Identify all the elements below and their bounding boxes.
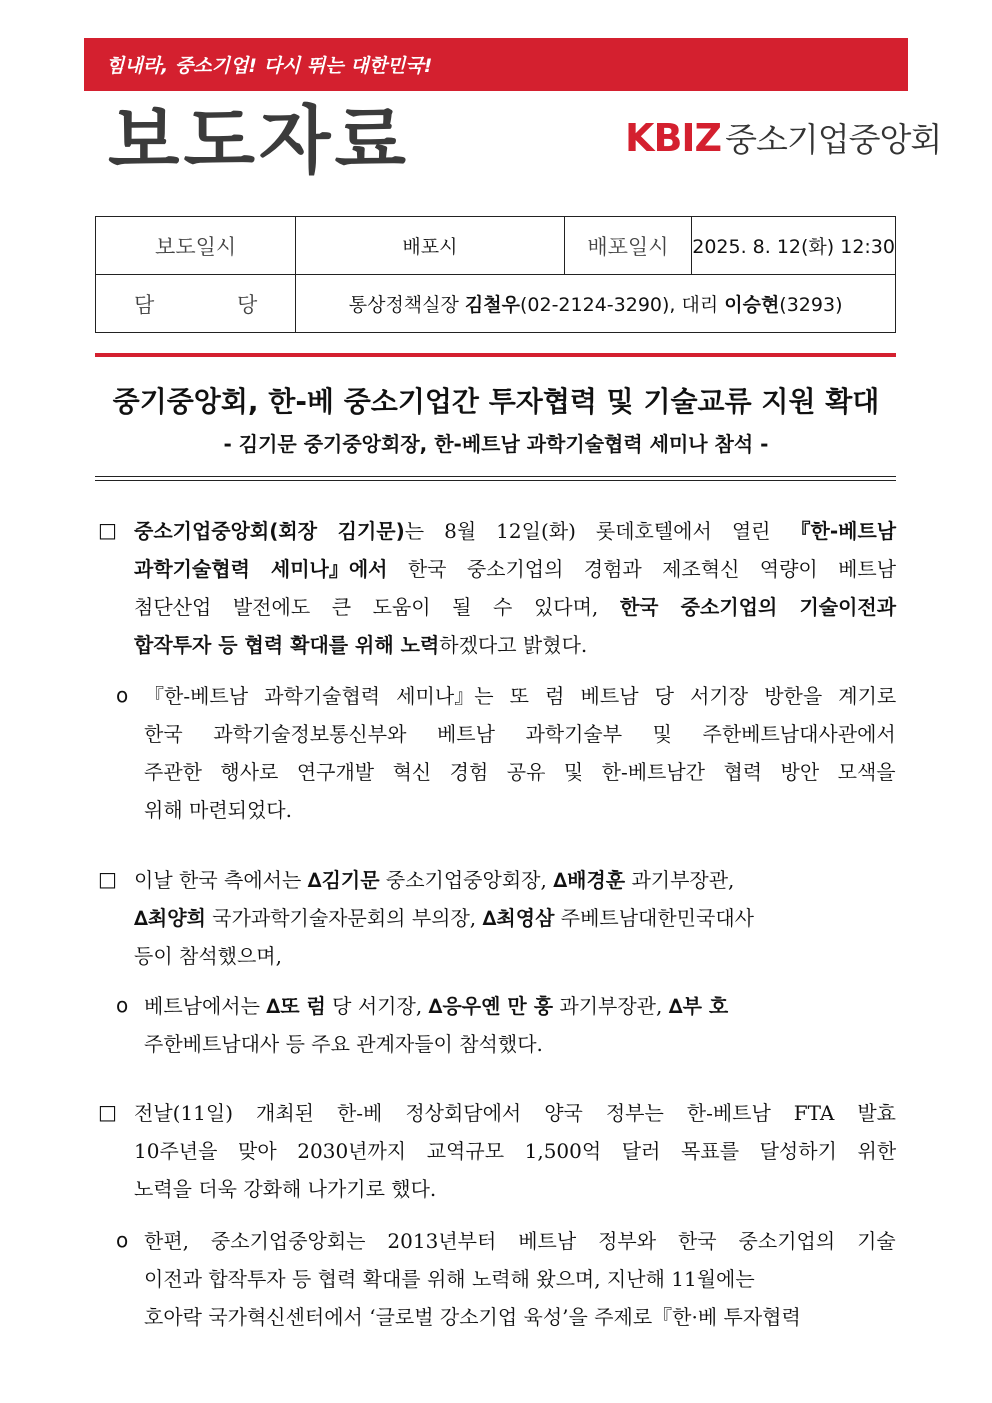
distribution-time-label: 배포일시	[564, 217, 692, 275]
p1-l2b: 한국 중소기업의 경험과 제조혁신 역량이 베트남	[387, 557, 897, 581]
contact-phone-2: (3293)	[779, 294, 843, 316]
p3-l2b: 국가과학기술자문회의 부의장,	[205, 906, 483, 930]
subheadline: - 김기문 중기중앙회장, 한-베트남 과학기술협력 세미나 참석 -	[223, 432, 769, 456]
p3-line-3: 등이 참석했으며,	[134, 944, 282, 968]
contact-name-2: 이승현	[724, 294, 780, 316]
square-bullet-icon: □	[98, 1100, 117, 1124]
p1-l1a: 중소기업중앙회(회장 김기문)	[134, 519, 405, 543]
p6-line-3: 호아락 국가혁신센터에서 ‘글로벌 강소기업 육성’을 주제로『한·베 투자협력	[144, 1305, 801, 1329]
p5-line-3: 노력을 더욱 강화해 나가기로 했다.	[134, 1177, 437, 1201]
red-divider	[95, 353, 896, 357]
table-row	[96, 275, 896, 333]
p3-l2d: 주베트남대한민국대사	[554, 906, 754, 930]
p4-line-2: 주한베트남대사 등 주요 관계자들이 참석했다.	[144, 1032, 543, 1056]
contact-label: 담 당	[96, 275, 296, 333]
paragraph-3	[134, 861, 896, 975]
circle-bullet-icon: ο	[116, 993, 129, 1017]
paragraph-1	[134, 512, 896, 664]
square-bullet-icon: □	[98, 867, 117, 891]
p3-l1c: 중소기업중앙회장,	[379, 868, 554, 892]
p3-l2a: ∆최양희	[134, 906, 206, 930]
p4-l1c: 당 서기장,	[325, 994, 429, 1018]
distribution-time-value: 2025. 8. 12(화) 12:30	[692, 217, 896, 275]
p3-l1a: 이날 한국 측에서는	[134, 868, 308, 892]
paragraph-6	[144, 1222, 896, 1336]
logo-org-name: 중소기업중앙회	[725, 120, 942, 159]
p4-l1d: ∆응우옌 만 훙	[428, 994, 554, 1018]
contact-value	[296, 275, 896, 333]
p1-l3b: 한국 중소기업의 기술이전과	[619, 595, 897, 619]
p1-l1c: 『한-베트남	[790, 519, 897, 543]
p1-l4b: 하겠다고 밝혔다.	[439, 633, 588, 657]
p1-l4a: 합작투자 등 협력 확대를 위해 노력	[134, 633, 440, 657]
p2-line-4: 위해 마련되었다.	[144, 798, 292, 822]
logo-mark: KBIZ	[625, 116, 722, 160]
square-bullet-icon: □	[98, 518, 117, 542]
release-time-label: 보도일시	[96, 217, 296, 275]
slogan-text: 힘내라, 중소기업! 다시 뛰는 대한민국!	[106, 55, 433, 77]
contact-phone-1: (02-2124-3290), 대리	[519, 294, 725, 316]
paragraph-5	[134, 1094, 896, 1208]
p1-l2a: 과학기술협력 세미나』에서	[134, 557, 388, 581]
top-banner	[84, 38, 908, 91]
p2-line-1: 『한-베트남 과학기술협력 세미나』는 또 럼 베트남 당 서기장 방한을 계기로	[144, 684, 897, 708]
p4-l1b: ∆또 럼	[266, 994, 326, 1018]
page-title: 보도자료	[108, 98, 410, 184]
p5-line-2: 10주년을 맞아 2030년까지 교역규모 1,500억 달러 목표를 달성하기 위한	[134, 1139, 897, 1163]
release-info-table	[95, 216, 896, 333]
paragraph-2	[144, 677, 896, 829]
p4-l1a: 베트남에서는	[144, 994, 267, 1018]
p3-l1e: 과기부장관,	[625, 868, 735, 892]
p2-line-3: 주관한 행사로 연구개발 혁신 경험 공유 및 한-베트남간 협력 방안 모색을	[144, 760, 896, 784]
contact-dept: 통상정책실장	[348, 294, 465, 316]
p3-l1b: ∆김기문	[307, 868, 380, 892]
p3-l2c: ∆최영삼	[482, 906, 555, 930]
contact-name-1: 김철우	[464, 294, 520, 316]
circle-bullet-icon: ο	[116, 1228, 129, 1252]
p6-line-1: 한편, 중소기업중앙회는 2013년부터 베트남 정부와 한국 중소기업의 기술	[144, 1229, 896, 1253]
p4-l1f: ∆부 호	[668, 994, 729, 1018]
table-row	[96, 217, 896, 275]
p6-line-2: 이전과 합작투자 등 협력 확대를 위해 노력해 왔으며, 지난해 11월에는	[144, 1267, 755, 1291]
p2-line-2: 한국 과학기술정보통신부와 베트남 과학기술부 및 주한베트남대사관에서	[144, 722, 896, 746]
double-divider-bottom	[95, 480, 896, 481]
paragraph-4	[144, 987, 896, 1063]
p4-l1e: 과기부장관,	[553, 994, 669, 1018]
p1-l3a: 첨단산업 발전에도 큰 도움이 될 수 있다며,	[134, 595, 620, 619]
release-time-value: 배포시	[296, 217, 564, 275]
headline: 중기중앙회, 한-베 중소기업간 투자협력 및 기술교류 지원 확대	[112, 385, 880, 418]
p1-l1b: 는 8월 12일(화) 롯데호텔에서 열린	[404, 519, 791, 543]
circle-bullet-icon: ο	[116, 683, 129, 707]
kbiz-logo	[625, 116, 941, 168]
p5-line-1: 전날(11일) 개최된 한-베 정상회담에서 양국 정부는 한-베트남 FTA 발효	[134, 1101, 896, 1125]
double-divider-top	[95, 476, 896, 477]
p3-l1d: ∆배경훈	[553, 868, 626, 892]
